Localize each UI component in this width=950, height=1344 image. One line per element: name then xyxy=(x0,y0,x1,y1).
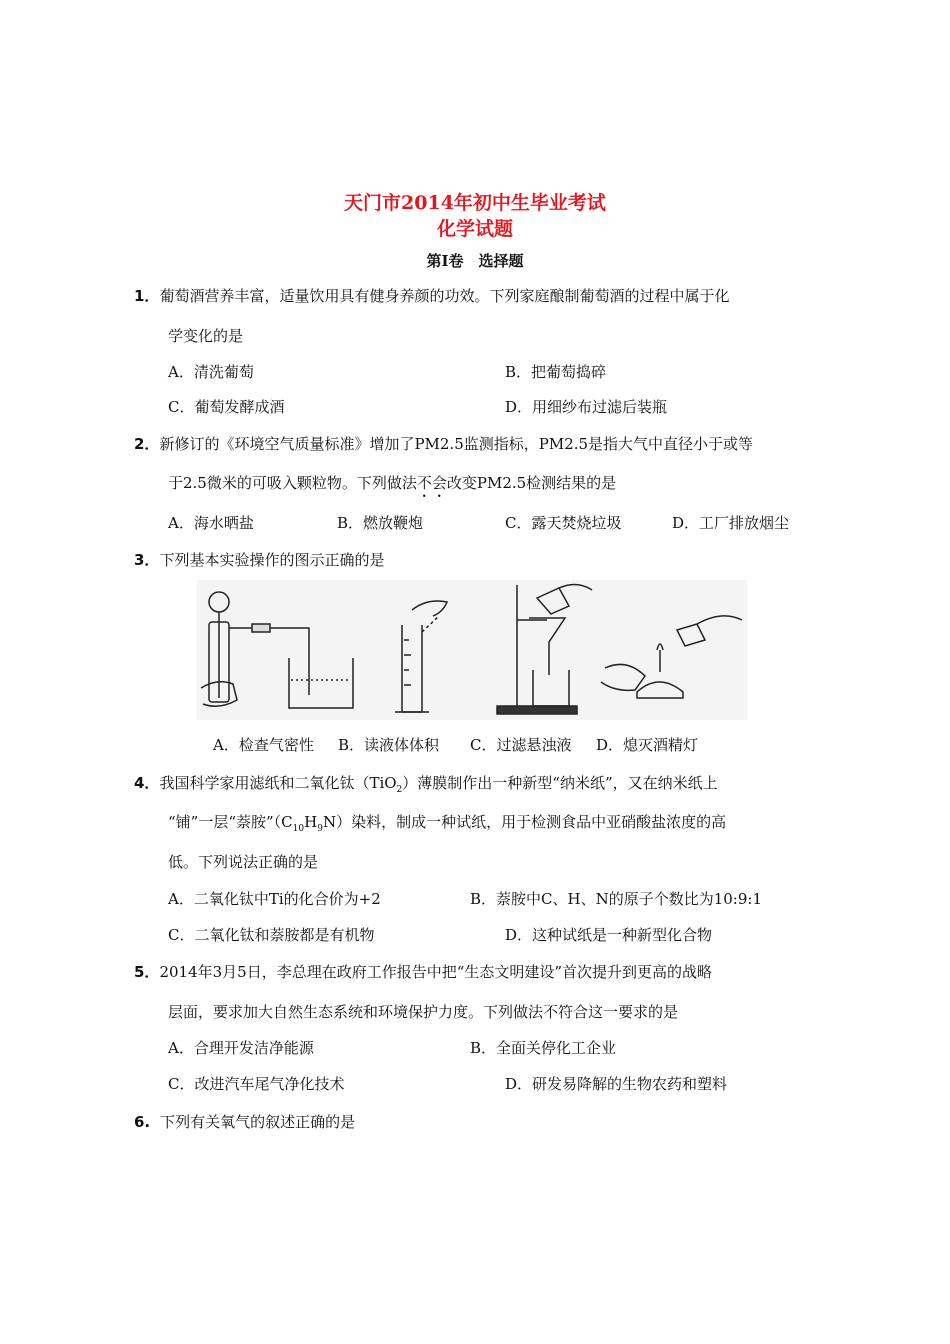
section-heading: 第Ⅰ卷 选择题 xyxy=(426,252,524,270)
lab-operations-figure xyxy=(197,580,747,720)
q1-option-a: A．清洗葡萄 xyxy=(168,363,254,381)
q4-option-d: D．这种试纸是一种新型化合物 xyxy=(505,926,713,944)
question-number: 2． xyxy=(134,435,160,453)
exam-subtitle: 化学试题 xyxy=(436,218,513,240)
q2-option-b: B．燃放鞭炮 xyxy=(337,514,424,532)
q3-option-d: D．熄灭酒精灯 xyxy=(596,736,699,754)
question-6-stem: 6. 下列有关氧气的叙述正确的是 xyxy=(134,1113,356,1131)
q2-option-a: A．海水晒盐 xyxy=(168,514,254,532)
q4-option-b: B．萘胺中C、H、N的原子个数比为10:9:1 xyxy=(470,890,762,908)
question-number: 1． xyxy=(134,287,160,305)
q3-option-a: A．检查气密性 xyxy=(213,736,314,754)
question-number: 6. xyxy=(134,1113,151,1131)
question-3-stem: 3．下列基本实验操作的图示正确的是 xyxy=(134,551,385,569)
q1-option-b: B．把葡萄捣碎 xyxy=(505,363,607,381)
q2-option-c: C．露天焚烧垃圾 xyxy=(505,514,622,532)
q2-option-d: D．工厂排放烟尘 xyxy=(672,514,790,532)
question-4-stem-cont2: 低。下列说法正确的是 xyxy=(168,853,319,871)
exam-title: 天门市2014年初中生毕业考试 xyxy=(344,192,606,214)
q1-option-d: D．用细纱布过滤后装瓶 xyxy=(505,398,668,416)
q5-option-b: B．全面关停化工企业 xyxy=(470,1039,617,1057)
q4-option-a: A．二氧化钛中Ti的化合价为+2 xyxy=(168,890,381,908)
emphasized-text: 不会 xyxy=(416,474,447,492)
q5-option-d: D．研发易降解的生物农药和塑料 xyxy=(505,1075,728,1093)
q3-option-b: B．读液体体积 xyxy=(338,736,440,754)
question-2-stem: 2．新修订的《环境空气质量标准》增加了PM2.5监测指标，PM2.5是指大气中直径小于或等 xyxy=(134,435,754,453)
question-2-stem-cont: 于2.5微米的可吸入颗粒物。下列做法不会改变PM2.5检测结果的是 xyxy=(168,474,617,492)
question-number: 5． xyxy=(134,963,160,981)
question-1-stem: 1．葡萄酒营养丰富，适量饮用具有健身养颜的功效。下列家庭酿制葡萄酒的过程中属于化 xyxy=(134,287,730,305)
question-4-stem-cont: “铺”一层“萘胺$”(C_{10}H_9N)$染料，制成一种试纸，用于检测食品中亚硝酸盐浓度的高 xyxy=(168,813,727,834)
q1-option-c: C．葡萄发酵成酒 xyxy=(168,398,285,416)
question-5-stem: 5．2014年3月5日，李总理在政府工作报告中把“生态文明建设”首次提升到更高的战略 xyxy=(134,963,713,981)
q4-option-c: C．二氧化钛和萘胺都是有机物 xyxy=(168,926,375,944)
q5-option-c: C．改进汽车尾气净化技术 xyxy=(168,1075,345,1093)
q3-option-c: C．过滤悬浊液 xyxy=(470,736,572,754)
question-4-stem: 4．我国科学家用滤纸和二氧化钛（TiO$_2$）薄膜制作出一种新型“纳米纸”，又在纳米纸上 xyxy=(134,774,718,795)
question-number: 3． xyxy=(134,551,160,569)
question-number: 4． xyxy=(134,774,160,792)
question-1-stem-cont: 学变化的是 xyxy=(168,327,244,345)
question-5-stem-cont: 层面，要求加大自然生态系统和环境保护力度。下列做法不符合这一要求的是 xyxy=(168,1003,679,1021)
q5-option-a: A．合理开发洁净能源 xyxy=(168,1039,314,1057)
